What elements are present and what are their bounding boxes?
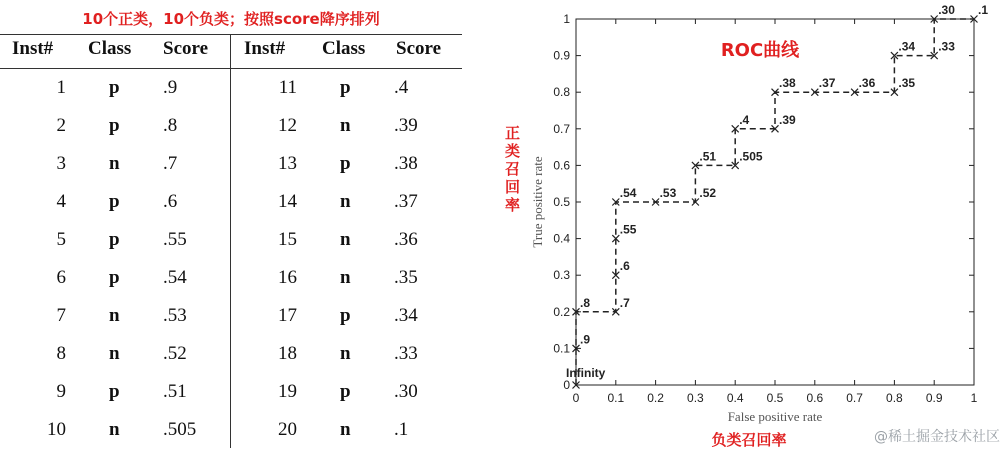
table-cell-class: n [340, 267, 351, 288]
table-cell-class: n [340, 229, 351, 250]
x-tick-label: 0.5 [766, 391, 784, 405]
table-cell-inst: 19 [278, 381, 297, 402]
table-cell-inst: 12 [278, 115, 297, 136]
table-cell-class: n [340, 191, 351, 212]
table-cell-inst: 18 [278, 343, 297, 364]
table-cell-inst: 16 [278, 267, 297, 288]
table-cell-score: .36 [394, 229, 418, 250]
table-cell-score: .53 [163, 305, 187, 326]
x-tick-label: 0.3 [687, 391, 704, 405]
roc-point-label: .505 [739, 149, 763, 164]
table-cell-score: .35 [394, 267, 418, 288]
table-cell-inst: 2 [56, 115, 66, 136]
table-column-separator [230, 34, 231, 448]
roc-point-label: Infinity [566, 366, 606, 380]
x-tick-label: 0.6 [806, 391, 824, 405]
y-tick-label: 0.3 [553, 268, 570, 283]
table-cell-score: .505 [163, 419, 197, 440]
roc-point-label: .34 [898, 39, 916, 54]
x-tick-label: 0.2 [647, 391, 664, 405]
header-class-right: Class [322, 38, 366, 59]
table-cell-class: p [109, 115, 120, 136]
table-cell-class: n [340, 115, 351, 136]
table-cell-score: .33 [394, 343, 418, 364]
y-tick-label: 0.5 [553, 195, 570, 209]
table-cell-inst: 8 [56, 343, 66, 364]
y-tick-label: 0.6 [553, 158, 570, 173]
table-cell-class: p [109, 381, 120, 402]
table-cell-class: n [340, 419, 351, 440]
table-cell-score: .54 [163, 267, 187, 288]
roc-point-label: .55 [619, 222, 637, 237]
table-cell-class: n [109, 419, 120, 440]
x-tick-label: 0.1 [607, 391, 625, 405]
roc-point-label: .30 [938, 3, 955, 17]
table-cell-score: .4 [394, 77, 409, 98]
roc-point-label: .39 [779, 112, 796, 127]
roc-point-label: .33 [938, 39, 955, 54]
watermark: @稀土掘金技术社区 [874, 429, 1000, 445]
table-cell-score: .6 [163, 191, 178, 212]
y-tick-label: 0.4 [553, 231, 570, 246]
table-cell-score: .38 [394, 153, 418, 174]
table-cell-inst: 6 [56, 267, 66, 288]
x-tick-label: 0 [572, 391, 580, 405]
x-axis-label: False positive rate [727, 409, 823, 424]
table-cell-inst: 3 [56, 153, 66, 174]
header-class-left: Class [88, 38, 132, 59]
table-cell-score: .9 [163, 77, 178, 98]
table-cell-score: .37 [394, 191, 418, 212]
header-inst-right: Inst# [244, 38, 286, 59]
table-cell-inst: 17 [278, 305, 297, 326]
roc-point-label: .8 [580, 295, 591, 310]
table-cell-class: p [109, 267, 120, 288]
header-inst-left: Inst# [12, 38, 54, 59]
header-score-left: Score [163, 38, 209, 59]
score-table [0, 0, 470, 454]
table-cell-inst: 20 [278, 419, 297, 440]
table-cell-inst: 10 [47, 419, 66, 440]
y-tick-label: 0 [563, 378, 570, 392]
roc-point-label: .36 [858, 76, 876, 91]
y-tick-label: 0.2 [553, 304, 570, 319]
roc-point-label: .54 [619, 186, 637, 200]
table-cell-inst: 9 [56, 381, 66, 402]
table-cell-inst: 7 [56, 305, 66, 326]
roc-point-label: .9 [580, 332, 591, 347]
x-tick-label: 0.9 [925, 391, 943, 405]
table-cell-inst: 4 [56, 191, 66, 212]
y-axis-label: True positive rate [530, 156, 545, 248]
roc-point-label: .7 [619, 295, 630, 310]
roc-chart-svg [490, 0, 1008, 454]
y-tick-label: 0.9 [553, 48, 570, 63]
table-cell-class: p [340, 305, 351, 326]
table-cell-class: n [340, 343, 351, 364]
roc-chart [490, 0, 1008, 454]
table-cell-score: .51 [163, 381, 187, 402]
table-cell-score: .1 [394, 419, 409, 440]
table-cell-score: .55 [163, 229, 187, 250]
roc-point-label: .51 [699, 149, 717, 164]
table-cell-inst: 14 [278, 191, 297, 212]
table-cell-class: p [340, 77, 351, 98]
y-tick-label: 0.8 [553, 85, 570, 100]
roc-curve [576, 19, 974, 385]
roc-point-label: .38 [779, 76, 796, 91]
table-cell-class: p [109, 191, 120, 212]
table-cell-class: p [109, 77, 120, 98]
chart-title: ROC曲线 [720, 40, 800, 61]
table-cell-score: .30 [394, 381, 418, 402]
roc-point-label: .4 [739, 112, 750, 127]
header-score-right: Score [396, 38, 442, 59]
roc-point-label: .53 [659, 186, 677, 200]
roc-point-label: .6 [619, 259, 630, 274]
roc-point-label: .1 [978, 3, 989, 17]
y-tick-label: 0.7 [553, 121, 570, 136]
x-axis-label-cn: 负类召回率 [711, 431, 787, 449]
table-cell-inst: 11 [278, 77, 297, 98]
table-cell-inst: 15 [278, 229, 297, 250]
table-cell-class: n [109, 153, 120, 174]
table-cell-score: .8 [163, 115, 178, 136]
table-cell-inst: 5 [56, 229, 66, 250]
table-cell-class: n [109, 305, 120, 326]
x-tick-label: 0.7 [846, 391, 863, 405]
table-top-rule [0, 34, 462, 35]
table-cell-inst: 1 [56, 77, 66, 98]
roc-point-label: .37 [818, 76, 836, 91]
y-tick-label: 1 [563, 12, 570, 26]
roc-point-label: .35 [898, 76, 916, 91]
table-cell-score: .34 [394, 305, 418, 326]
table-cell-class: p [109, 229, 120, 250]
x-tick-label: 0.8 [886, 391, 903, 405]
table-cell-class: p [340, 153, 351, 174]
table-cell-class: n [109, 343, 120, 364]
y-tick-label: 0.1 [553, 341, 570, 356]
roc-point-label: .52 [699, 186, 717, 200]
table-caption: 10个正类，10个负类；按照score降序排列 [82, 10, 380, 28]
table-header-rule [0, 68, 462, 69]
table-cell-score: .52 [163, 343, 187, 364]
table-cell-score: .39 [394, 115, 418, 136]
y-axis-label-cn: 正类召回率 [503, 125, 521, 215]
table-cell-inst: 13 [278, 153, 297, 174]
table-cell-class: p [340, 381, 351, 402]
table-cell-score: .7 [163, 153, 178, 174]
x-tick-label: 1 [970, 391, 978, 405]
x-tick-label: 0.4 [726, 391, 744, 405]
